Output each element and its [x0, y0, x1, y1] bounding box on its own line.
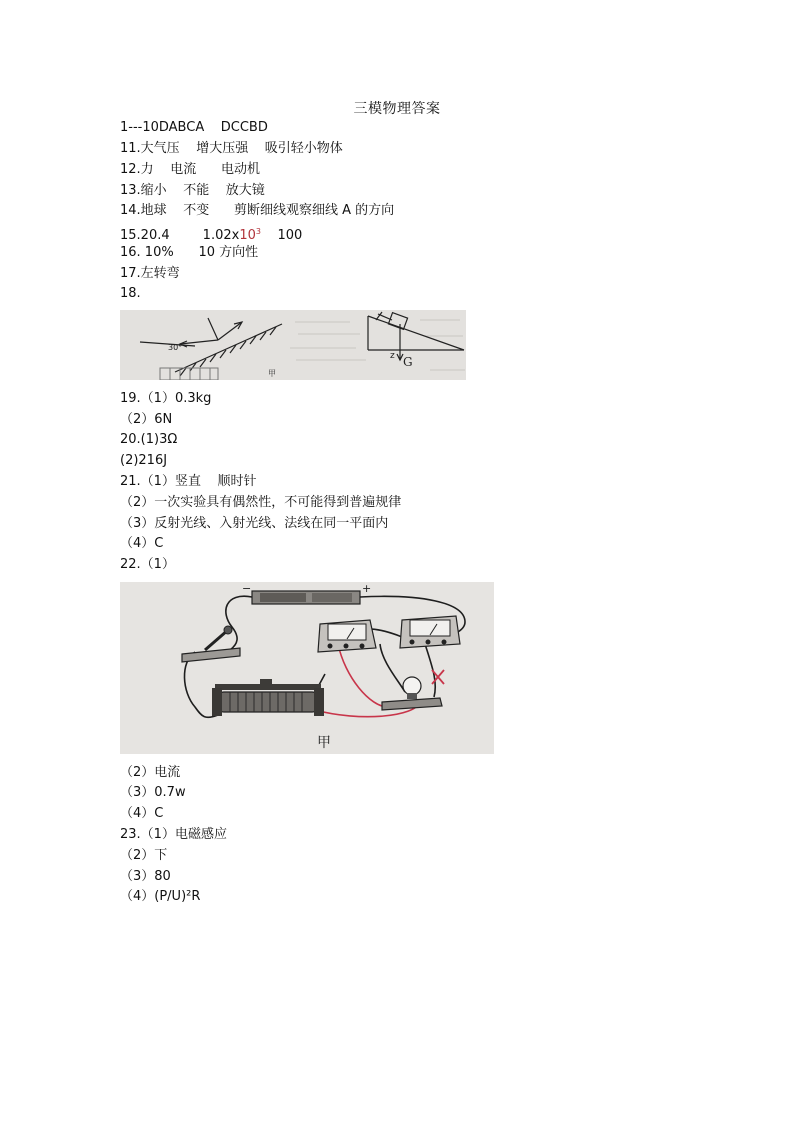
- answer-22-1: 22.（1）: [120, 557, 175, 572]
- answer-14: 14.地球 不变 剪断细线观察细线 A 的方向: [120, 203, 395, 218]
- figure-18-drawing: [120, 310, 466, 380]
- meter-right: [400, 616, 460, 648]
- answer-15-exponent: 3: [255, 227, 261, 236]
- answer-19-2: （2）6N: [120, 412, 173, 427]
- figure-18-caption: 甲: [268, 369, 276, 378]
- battery: [252, 591, 360, 604]
- figure-18-angle: 30°: [168, 343, 183, 352]
- answer-13: 13.缩小 不能 放大镜: [120, 183, 265, 198]
- answer-20-2: (2)216J: [120, 453, 168, 468]
- figure-22: [120, 582, 494, 754]
- battery-minus-label: −: [242, 582, 252, 595]
- battery-plus-label: +: [362, 582, 372, 595]
- answer-21-3: （3）反射光线、入射光线、法线在同一平面内: [120, 516, 389, 531]
- figure-18: [120, 310, 466, 380]
- answer-21-1: 21.（1）竖直 顺时针: [120, 474, 257, 489]
- figure-18-arrow-label: z: [390, 351, 395, 361]
- answer-15-base: 10: [239, 228, 256, 243]
- answer-21-2: （2）一次实验具有偶然性，不可能得到普遍规律: [120, 495, 402, 510]
- answer-23-4: （4）(P/U)²R: [120, 889, 201, 904]
- answer-21-4: （4）C: [120, 536, 164, 551]
- answer-22-4: （4）C: [120, 806, 164, 821]
- answer-12: 12.力 电流 电动机: [120, 162, 260, 177]
- answer-23-1: 23.（1）电磁感应: [120, 827, 227, 842]
- answer-1-10: 1---10DABCA DCCBD: [120, 120, 268, 135]
- meter-left: [318, 620, 376, 652]
- answer-22-2: （2）电流: [120, 765, 181, 780]
- figure-18-gravity-label: G: [403, 355, 413, 369]
- answer-22-3: （3）0.7w: [120, 785, 186, 800]
- figure-22-caption: 甲: [317, 735, 331, 751]
- answer-19-1: 19.（1）0.3kg: [120, 391, 212, 406]
- answer-15-pre: 15.20.4 1.02x: [120, 228, 240, 243]
- answer-15-post: 100: [260, 228, 303, 243]
- answer-11: 11.大气压 增大压强 吸引轻小物体: [120, 141, 343, 156]
- answer-17: 17.左转弯: [120, 266, 180, 281]
- answer-23-3: （3）80: [120, 869, 171, 884]
- answer-23-2: （2）下: [120, 848, 168, 863]
- figure-22-drawing: [120, 582, 494, 754]
- answer-15: [120, 223, 302, 245]
- rheostat: [212, 679, 324, 716]
- answer-16: 16. 10% 10 方向性: [120, 245, 259, 260]
- page-title: 三模物理答案: [353, 101, 441, 117]
- answer-18: 18.: [120, 286, 141, 301]
- answer-20-1: 20.(1)3Ω: [120, 432, 178, 447]
